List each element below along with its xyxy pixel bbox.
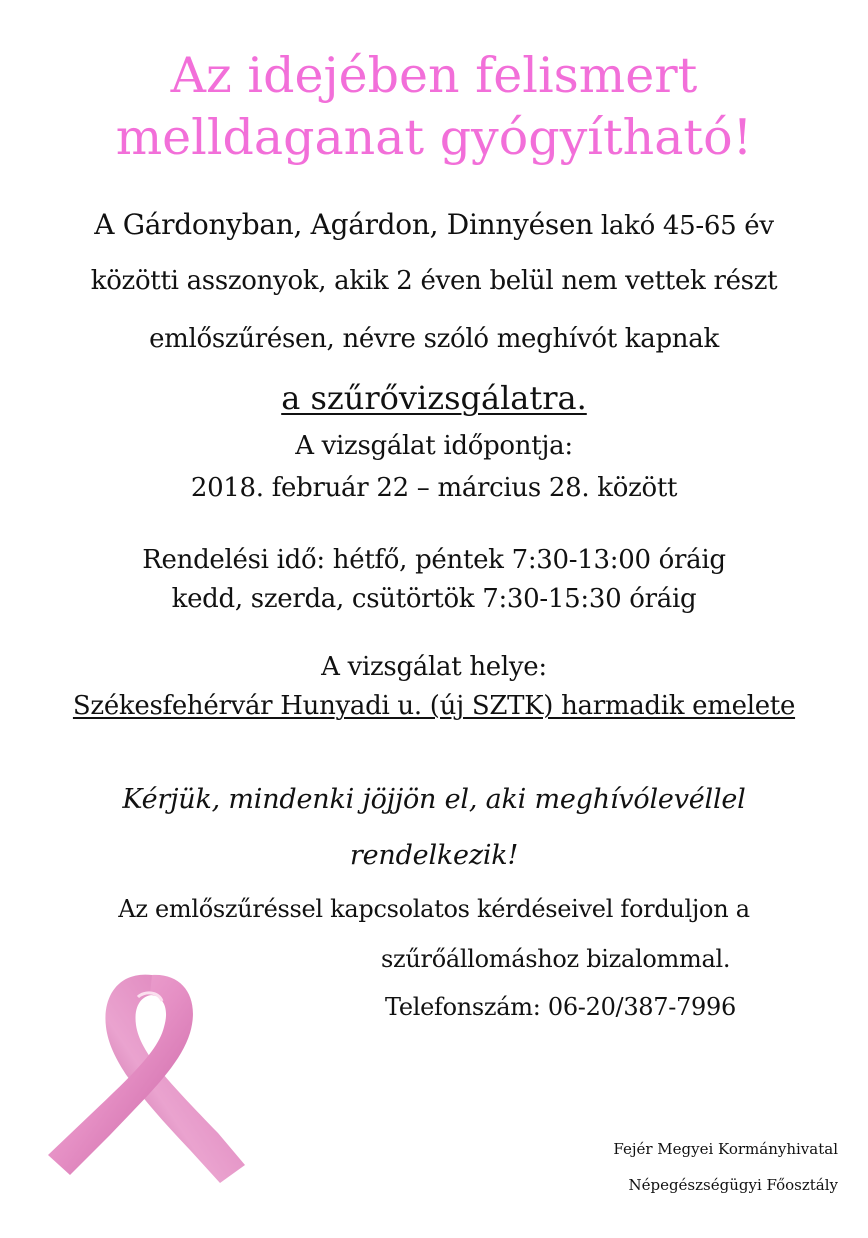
location-label: A vizsgálat helye: xyxy=(321,652,547,682)
footer-org: Fejér Megyei Kormányhivatal xyxy=(613,1140,838,1158)
intro-line-2: közötti asszonyok, akik 2 éven belül nem vettek részt xyxy=(90,266,778,296)
exam-time-value: 2018. február 22 – március 28. között xyxy=(190,473,678,503)
title-line-1: Az idejében felismert xyxy=(170,47,698,104)
exam-time-label: A vizsgálat időpontja: xyxy=(295,431,573,461)
request-line-2: rendelkezik! xyxy=(349,840,519,871)
footer-department: Népegészségügyi Főosztály xyxy=(628,1176,838,1194)
location-value: Székesfehérvár Hunyadi u. (új SZTK) harmadik emelete xyxy=(72,691,796,721)
request-line-1: Kérjük, mindenki jöjjön el, aki meghívólevéllel xyxy=(122,784,746,815)
pink-ribbon-icon xyxy=(40,965,270,1190)
location-value-wrap xyxy=(0,691,868,721)
hours-line-2: kedd, szerda, csütörtök 7:30-15:30 óráig xyxy=(171,584,697,614)
title-line-2: melldaganat gyógyítható! xyxy=(115,109,753,166)
intro-line-1 xyxy=(0,208,868,241)
intro-locations: A Gárdonyban, Agárdon, Dinnyésen xyxy=(94,208,593,241)
questions-line-2: szűrőállomáshoz bizalommal. xyxy=(381,945,731,973)
phone-number: Telefonszám: 06-20/387-7996 xyxy=(385,993,736,1021)
intro-line-3: emlőszűrésen, névre szóló meghívót kapnak xyxy=(149,324,719,354)
questions-line-1: Az emlőszűréssel kapcsolatos kérdéseivel forduljon a xyxy=(118,895,750,923)
hours-line-1: Rendelési idő: hétfő, péntek 7:30-13:00 óráig xyxy=(142,545,726,575)
screening-heading: a szűrővizsgálatra. xyxy=(281,379,587,417)
intro-age-range: lakó 45-65 év xyxy=(592,211,774,241)
